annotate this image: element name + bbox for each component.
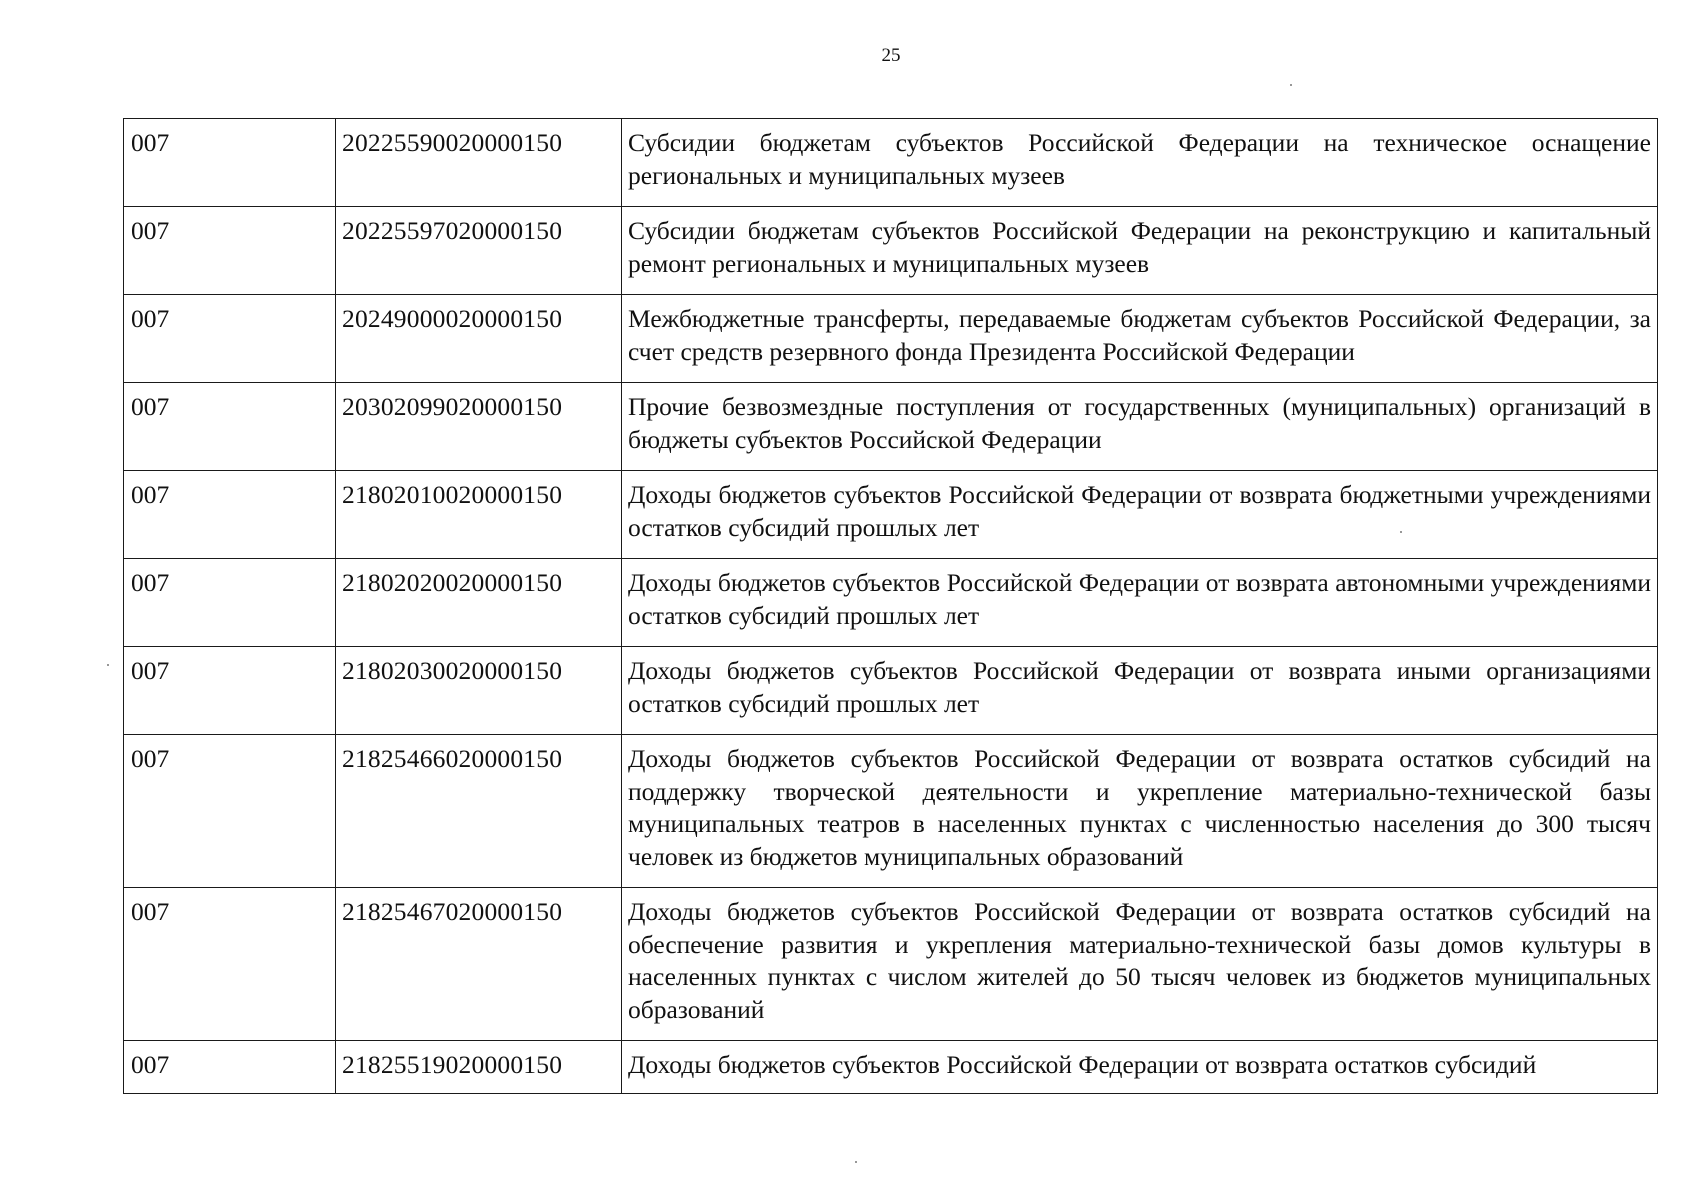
page-number: 25 bbox=[881, 45, 901, 66]
admin-code-cell: 007 bbox=[124, 383, 336, 471]
scan-speck bbox=[1290, 84, 1292, 86]
revenue-name-cell: Доходы бюджетов субъектов Российской Федерации от возврата бюджетными учреждениями остатков субсидий прошлых лет bbox=[622, 471, 1658, 559]
admin-code-cell: 007 bbox=[124, 1041, 336, 1094]
table-row bbox=[124, 559, 1658, 647]
table-row bbox=[124, 647, 1658, 735]
revenue-code-cell: 21825467020000150 bbox=[336, 888, 622, 1041]
revenue-code-cell: 21825466020000150 bbox=[336, 735, 622, 888]
table-row bbox=[124, 295, 1658, 383]
table-row bbox=[124, 207, 1658, 295]
scan-speck bbox=[855, 1161, 857, 1163]
revenue-name-cell: Доходы бюджетов субъектов Российской Федерации от возврата остатков субсидий на поддержку творческой деятельности и укрепление материально-технической базы муниципальных театров в населенных пунктах с численностью населения до 300 тысяч человек из бюджетов муниципальных образований bbox=[622, 735, 1658, 888]
revenue-code-cell: 21802030020000150 bbox=[336, 647, 622, 735]
admin-code-cell: 007 bbox=[124, 295, 336, 383]
admin-code-cell: 007 bbox=[124, 647, 336, 735]
revenue-name-cell: Доходы бюджетов субъектов Российской Федерации от возврата иными организациями остатков субсидий прошлых лет bbox=[622, 647, 1658, 735]
revenue-code-cell: 20302099020000150 bbox=[336, 383, 622, 471]
admin-code-cell: 007 bbox=[124, 119, 336, 207]
table-row bbox=[124, 119, 1658, 207]
revenue-code-cell: 21825519020000150 bbox=[336, 1041, 622, 1094]
table-row bbox=[124, 888, 1658, 1041]
revenue-name-cell: Субсидии бюджетам субъектов Российской Федерации на техническое оснащение региональных и муниципальных музеев bbox=[622, 119, 1658, 207]
admin-code-cell: 007 bbox=[124, 471, 336, 559]
table-row bbox=[124, 383, 1658, 471]
table-row bbox=[124, 735, 1658, 888]
revenue-name-cell: Межбюджетные трансферты, передаваемые бюджетам субъектов Российской Федерации, за счет средств резервного фонда Президента Российской Федерации bbox=[622, 295, 1658, 383]
revenue-code-cell: 20225590020000150 bbox=[336, 119, 622, 207]
revenue-name-cell: Субсидии бюджетам субъектов Российской Федерации на реконструкцию и капитальный ремонт региональных и муниципальных музеев bbox=[622, 207, 1658, 295]
revenue-codes-table bbox=[123, 118, 1658, 1094]
scan-speck bbox=[1400, 531, 1402, 533]
revenue-code-cell: 20225597020000150 bbox=[336, 207, 622, 295]
revenue-name-cell: Доходы бюджетов субъектов Российской Федерации от возврата остатков субсидий bbox=[622, 1041, 1658, 1094]
revenue-name-cell: Доходы бюджетов субъектов Российской Федерации от возврата автономными учреждениями остатков субсидий прошлых лет bbox=[622, 559, 1658, 647]
table-row bbox=[124, 1041, 1658, 1094]
table-row bbox=[124, 471, 1658, 559]
admin-code-cell: 007 bbox=[124, 735, 336, 888]
admin-code-cell: 007 bbox=[124, 559, 336, 647]
revenue-code-cell: 21802020020000150 bbox=[336, 559, 622, 647]
revenue-code-cell: 21802010020000150 bbox=[336, 471, 622, 559]
admin-code-cell: 007 bbox=[124, 207, 336, 295]
revenue-code-cell: 20249000020000150 bbox=[336, 295, 622, 383]
admin-code-cell: 007 bbox=[124, 888, 336, 1041]
revenue-name-cell: Прочие безвозмездные поступления от государственных (муниципальных) организаций в бюджеты субъектов Российской Федерации bbox=[622, 383, 1658, 471]
revenue-name-cell: Доходы бюджетов субъектов Российской Федерации от возврата остатков субсидий на обеспечение развития и укрепления материально-технической базы домов культуры в населенных пунктах с числом жителей до 50 тысяч человек из бюджетов муниципальных образований bbox=[622, 888, 1658, 1041]
scan-speck bbox=[107, 664, 109, 666]
